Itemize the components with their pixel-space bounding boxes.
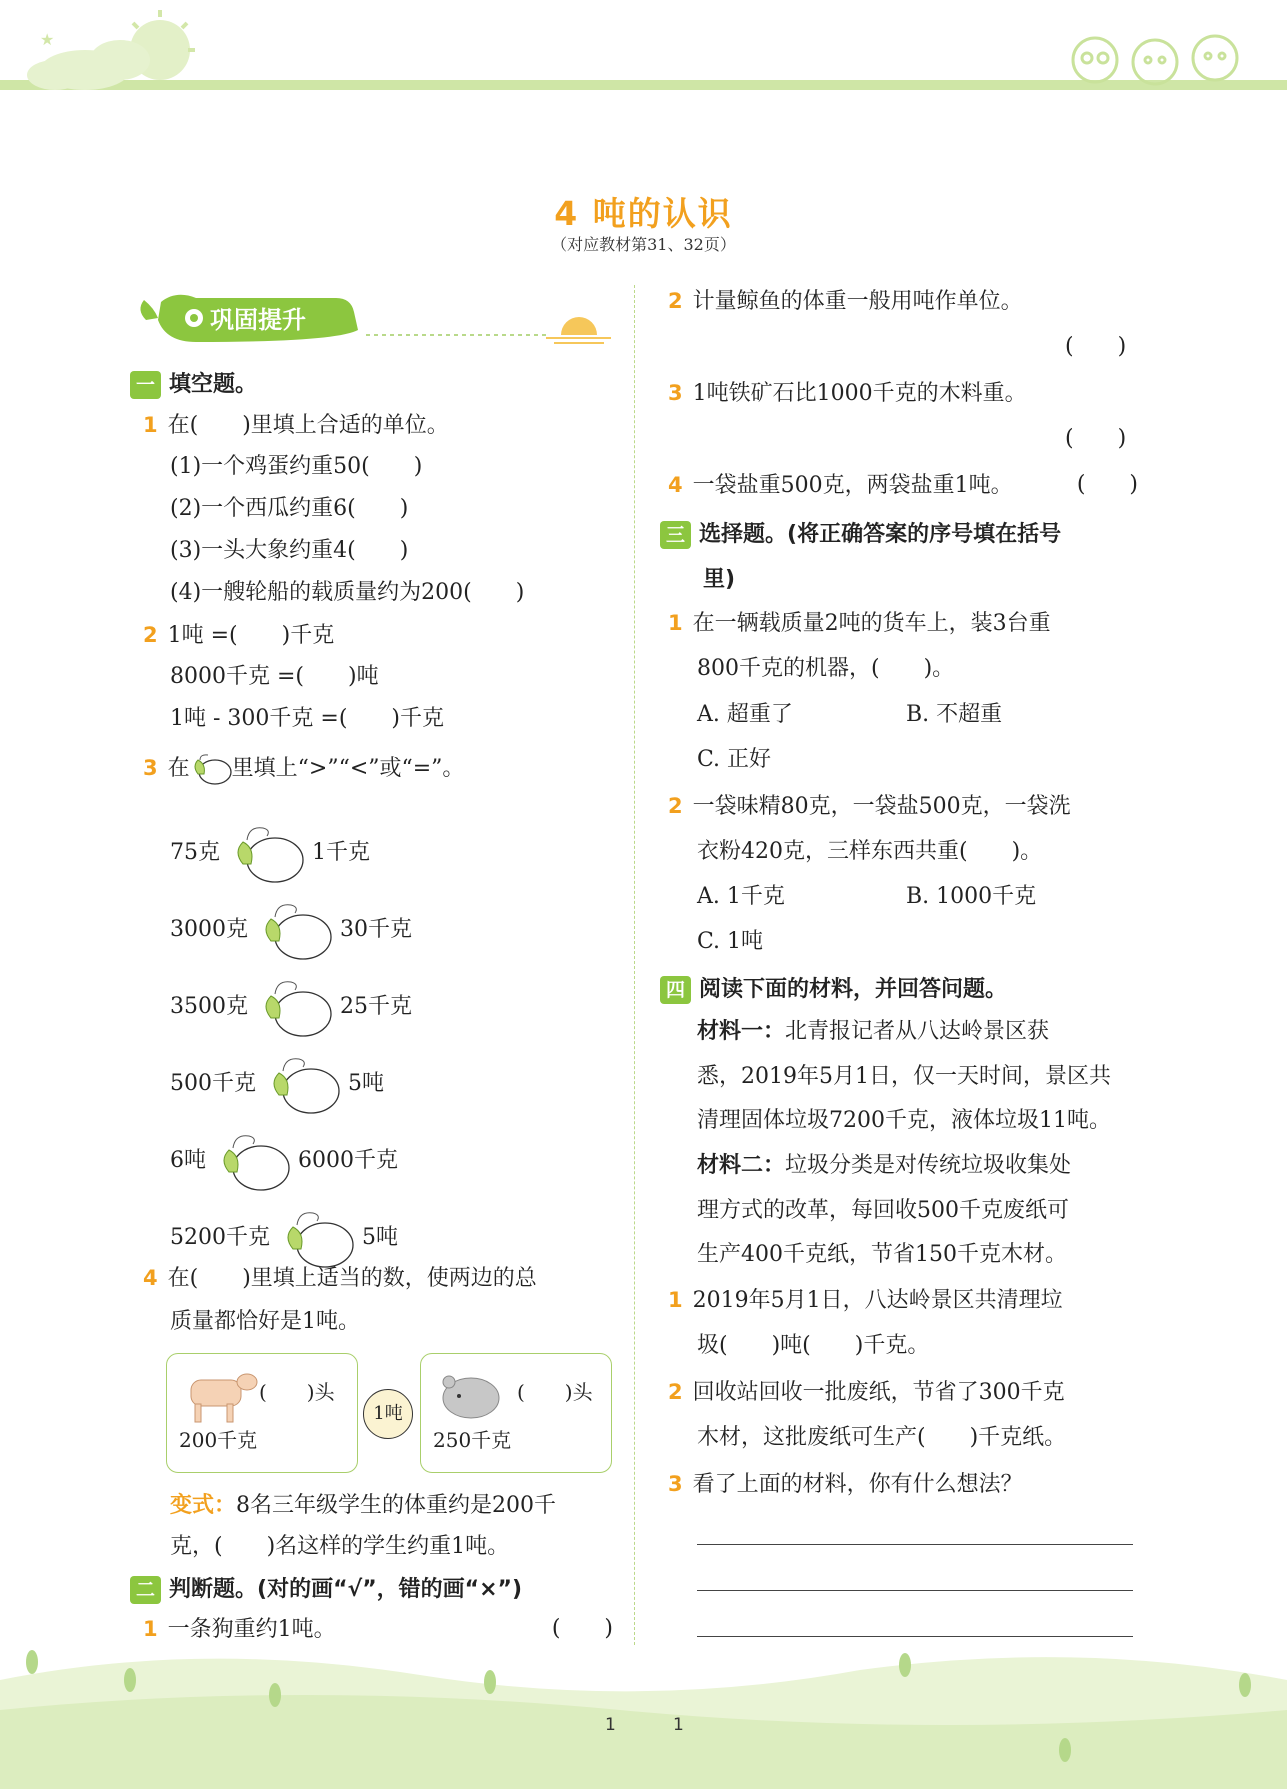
variant-label: 变式： [170, 1492, 237, 1518]
bear-weight: 250千克 [433, 1428, 512, 1452]
question-number: 1 [668, 1288, 683, 1312]
section-2-header [130, 1572, 522, 1604]
variant-text: 8名三年级学生的体重约是200千 [236, 1493, 557, 1518]
choice-2-option-c: C. 1吨 [697, 929, 764, 954]
section-3-title-1: 选择题。(将正确答案的序号填在括号 [699, 522, 1062, 547]
page-subtitle: （对应教材第31、32页） [551, 235, 736, 254]
question-text: 2019年5月1日，八达岭景区共清理垃 [692, 1288, 1063, 1313]
question-number: 2 [143, 623, 158, 647]
choice-1-line-1 [668, 608, 1051, 639]
page-number-left: 1 [605, 1715, 616, 1735]
compare-row-6 [170, 1205, 398, 1271]
material-text: 垃圾分类是对传统垃圾收集处 [785, 1153, 1072, 1178]
leaf-blank-icon[interactable] [277, 1205, 355, 1271]
bear-box [420, 1353, 612, 1473]
one-ton-circle: 1吨 [363, 1389, 413, 1439]
section-1-tag: 一 [130, 371, 161, 399]
choice-2-option-b: B. 1000千克 [906, 884, 1037, 909]
compare-right: 6000千克 [298, 1148, 398, 1173]
leaf-blank-icon [190, 752, 232, 786]
compare-row-1 [170, 820, 370, 886]
leaf-blank-icon[interactable] [213, 1128, 291, 1194]
animal-faces-decoration [1060, 20, 1260, 90]
q1-2-line-3: 1吨 - 300千克 =( )千克 [170, 706, 445, 731]
choice-1-line-2: 800千克的机器，( )。 [697, 656, 955, 681]
leaf-blank-icon[interactable] [263, 1051, 341, 1117]
material-2-label: 材料二： [697, 1153, 786, 1178]
compare-left: 3500克 [170, 994, 248, 1019]
variant-line-2: 克，( )名这样的学生约重1吨。 [170, 1534, 510, 1559]
compare-row-2 [170, 897, 412, 963]
read-q1-line-1 [668, 1285, 1063, 1316]
question-number: 2 [668, 289, 683, 313]
q1-3-prompt [143, 752, 464, 786]
read-q2-line-1 [668, 1377, 1065, 1408]
compare-row-5 [170, 1128, 398, 1194]
section-4-tag: 四 [660, 976, 691, 1004]
column-divider [634, 285, 635, 1645]
read-q3 [668, 1469, 1023, 1500]
question-text: 1吨铁矿石比1000千克的木料重。 [692, 381, 1027, 406]
question-number: 1 [143, 413, 158, 437]
question-text: 一袋盐重500克，两袋盐重1吨。 [692, 473, 1013, 498]
section-1-header [130, 367, 257, 399]
leaf-blank-icon[interactable] [255, 974, 333, 1040]
question-text: 回收站回收一批废纸，节省了300千克 [692, 1380, 1065, 1405]
q1-1-item-3: (3)一头大象约重4( ) [170, 538, 409, 563]
answer-line[interactable] [697, 1590, 1133, 1591]
section-4-header [660, 972, 1007, 1004]
read-q2-line-2: 木材，这批废纸可生产( )千克纸。 [697, 1425, 1067, 1450]
section-2-tag: 二 [130, 1576, 161, 1604]
q1-2-line-2: 8000千克 =( )吨 [170, 664, 379, 689]
cow-blank: ( )头 [259, 1380, 335, 1404]
section-banner [136, 290, 616, 346]
q1-1-item-4: (4)一艘轮船的载质量约为200( ) [170, 580, 525, 605]
answer-paren[interactable]: ( ) [1065, 426, 1127, 451]
bear-icon [435, 1368, 505, 1424]
question-number: 3 [668, 381, 683, 405]
answer-paren[interactable]: ( ) [1076, 472, 1138, 497]
q1-1-prompt [143, 410, 449, 441]
compare-row-3 [170, 974, 412, 1040]
section-2-title: 判断题。(对的画“√”，错的画“×”) [169, 1577, 523, 1602]
question-text: 在( )里填上适当的数，使两边的总 [167, 1266, 537, 1291]
material-1-line-2: 悉，2019年5月1日，仅一天时间，景区共 [697, 1064, 1111, 1089]
compare-left: 5200千克 [170, 1225, 270, 1250]
compare-right: 5吨 [348, 1071, 384, 1096]
question-number: 4 [143, 1266, 158, 1290]
question-text: 在一辆载质量2吨的货车上，装3台重 [692, 611, 1051, 636]
q1-1-item-2: (2)一个西瓜约重6( ) [170, 496, 409, 521]
section-1-title: 填空题。 [169, 372, 258, 397]
question-text-b: 里填上“>”“<”或“=”。 [231, 756, 465, 781]
answer-line[interactable] [697, 1544, 1133, 1545]
choice-1-option-b: B. 不超重 [906, 702, 1003, 727]
answer-paren[interactable]: ( ) [1065, 334, 1127, 359]
question-text: 在( )里填上合适的单位。 [167, 413, 449, 438]
material-1-line-3: 清理固体垃圾7200千克，液体垃圾11吨。 [697, 1108, 1111, 1133]
material-2-line-3: 生产400千克纸，节省150千克木材。 [697, 1242, 1067, 1267]
q1-2-line-1 [143, 620, 334, 651]
choice-1-option-c: C. 正好 [697, 747, 772, 772]
section-3-header [660, 517, 1061, 549]
choice-2-line-2: 衣粉420克，三样东西共重( )。 [697, 839, 1043, 864]
question-text: 一袋味精80克，一袋盐500克，一袋洗 [692, 794, 1071, 819]
answer-line[interactable] [697, 1636, 1133, 1637]
material-2-line-1 [697, 1151, 1071, 1181]
cloud-sun-decoration [10, 5, 200, 100]
compare-left: 75克 [170, 840, 220, 865]
question-text: 计量鲸鱼的体重一般用吨作单位。 [692, 289, 1023, 314]
banner-label: 巩固提升 [210, 306, 306, 334]
read-q1-line-2: 圾( )吨( )千克。 [697, 1333, 930, 1358]
question-number: 2 [668, 794, 683, 818]
page-title: 4 吨的认识 [554, 194, 733, 233]
choice-1-option-a: A. 超重了 [697, 702, 793, 727]
variant-line-1 [170, 1490, 556, 1521]
compare-left: 500千克 [170, 1071, 256, 1096]
leaf-blank-icon[interactable] [227, 820, 305, 886]
compare-row-4 [170, 1051, 384, 1117]
leaf-blank-icon[interactable] [255, 897, 333, 963]
compare-left: 6吨 [170, 1148, 206, 1173]
svg-text:★: ★ [40, 30, 55, 49]
compare-right: 5吨 [362, 1225, 398, 1250]
question-number: 1 [143, 1617, 158, 1641]
section-4-title: 阅读下面的材料，并回答问题。 [699, 977, 1008, 1002]
section-3-tag: 三 [660, 521, 691, 549]
hills-decoration [0, 1640, 1287, 1789]
compare-right: 1千克 [312, 840, 370, 865]
compare-right: 30千克 [340, 917, 412, 942]
material-1-label: 材料一： [697, 1019, 786, 1044]
cow-icon [177, 1366, 259, 1426]
choice-2-option-a: A. 1千克 [697, 884, 785, 909]
page-number-right: 1 [673, 1715, 684, 1735]
material-1-line-1 [697, 1017, 1049, 1047]
answer-paren[interactable]: ( ) [551, 1616, 613, 1641]
judge-item-3 [668, 378, 1027, 409]
judge-item-2 [668, 286, 1023, 317]
cow-box [166, 1353, 358, 1473]
bear-blank: ( )头 [517, 1380, 593, 1404]
material-text: 北青报记者从八达岭景区获 [785, 1019, 1050, 1044]
compare-right: 25千克 [340, 994, 412, 1019]
cow-weight: 200千克 [179, 1428, 258, 1452]
section-3-title-2: 里) [703, 567, 736, 592]
question-number: 1 [668, 611, 683, 635]
question-text: 1吨 =( )千克 [167, 623, 335, 648]
judge-item-4 [668, 470, 1138, 501]
q1-4-line-1 [143, 1263, 537, 1294]
question-number: 2 [668, 1380, 683, 1404]
q1-1-item-1: (1)一个鸡蛋约重50( ) [170, 454, 423, 479]
material-2-line-2: 理方式的改革，每回收500千克废纸可 [697, 1198, 1069, 1223]
question-number: 3 [143, 756, 158, 780]
q1-4-line-2: 质量都恰好是1吨。 [170, 1309, 360, 1334]
compare-left: 3000克 [170, 917, 248, 942]
question-number: 3 [668, 1472, 683, 1496]
question-number: 4 [668, 473, 683, 497]
choice-2-line-1 [668, 791, 1071, 822]
question-text: 一条狗重约1吨。 [167, 1617, 336, 1642]
question-text-a: 在 [167, 756, 190, 781]
question-text: 看了上面的材料，你有什么想法？ [692, 1472, 1023, 1497]
